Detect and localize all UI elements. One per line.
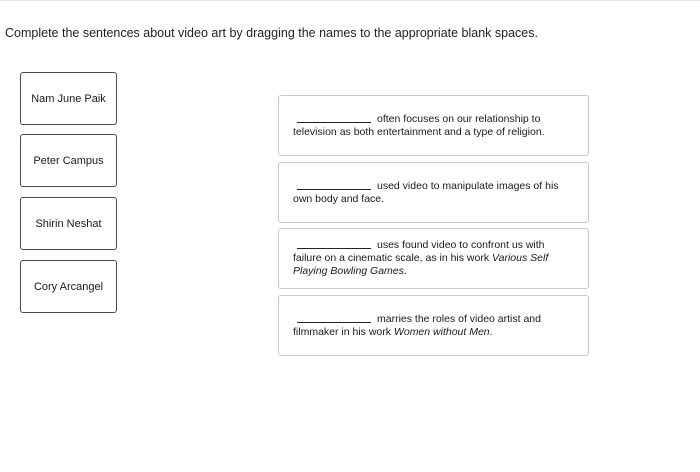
name-card-peter-campus[interactable]: Peter Campus (20, 134, 117, 187)
sentence-text-plain: . (403, 265, 407, 277)
sentence-text (293, 252, 576, 265)
sentence-text-plain: . (489, 326, 493, 338)
sentence-drop-box-4[interactable] (278, 295, 589, 356)
instructions-text: Complete the sentences about video art by dragging the names to the appropriate blank spaces. (5, 26, 538, 40)
sentence-text: own body and face. (293, 193, 385, 205)
sentence-text: used video to manipulate images of his (377, 180, 559, 192)
blank-slot[interactable] (297, 248, 371, 249)
work-title: Various Self (492, 252, 549, 264)
sentence-text: television as both entertainment and a type of religion. (293, 126, 545, 138)
sentence-text: marries the roles of video artist and (377, 313, 541, 325)
sentence-drop-box-3[interactable] (278, 228, 589, 289)
sentence-text: uses found video to confront us with (377, 239, 545, 251)
name-card-shirin-neshat[interactable]: Shirin Neshat (20, 197, 117, 250)
work-title: Playing Bowling Games (293, 265, 404, 277)
work-title: Women without Men (393, 326, 490, 338)
sentence-text (293, 326, 576, 339)
sentence-text (293, 265, 576, 278)
sentence-text-plain: failure on a cinematic scale, as in his work (293, 252, 493, 264)
top-divider (0, 0, 700, 1)
sentence-text: often focuses on our relationship to (377, 113, 541, 125)
sentence-drop-box-1[interactable] (278, 95, 589, 156)
blank-slot[interactable] (297, 189, 371, 190)
sentence-text-plain: filmmaker in his work (293, 326, 394, 338)
name-card-cory-arcangel[interactable]: Cory Arcangel (20, 260, 117, 313)
blank-slot[interactable] (297, 322, 371, 323)
sentence-drop-box-2[interactable] (278, 162, 589, 223)
blank-slot[interactable] (297, 122, 371, 123)
name-card-nam-june-paik[interactable]: Nam June Paik (20, 72, 117, 125)
